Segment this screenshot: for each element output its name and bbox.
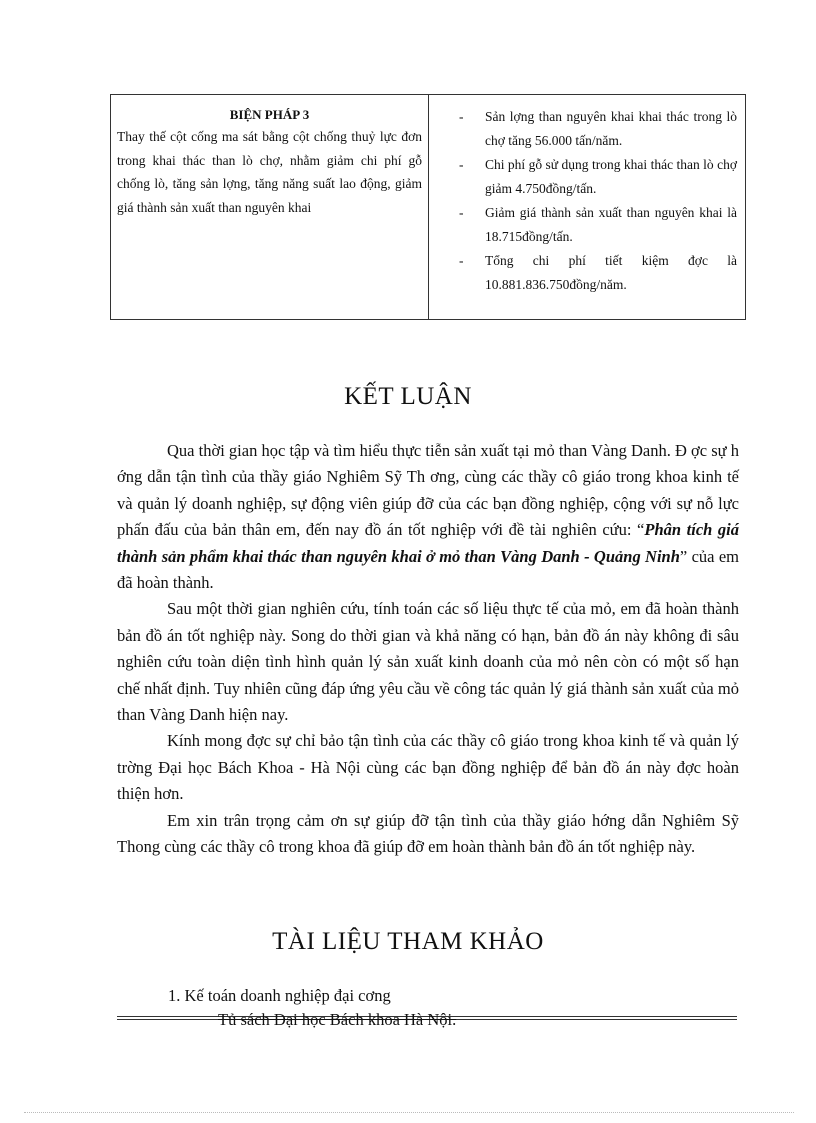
page-bottom-border xyxy=(24,1112,794,1113)
measure-description-cell xyxy=(111,95,429,319)
result-item: - Sản lợng than nguyên khai khai thác trong lò chợ tăng 56.000 tấn/năm. xyxy=(455,105,737,153)
result-item: - Chi phí gỗ sử dụng trong khai thác than lò chợ giảm 4.750đồng/tấn. xyxy=(455,153,737,201)
reference-item-source: Tủ sách Đại học Bách khoa Hà Nội. xyxy=(218,1010,457,1029)
measure-table xyxy=(110,94,746,320)
conclusion-paragraph-4: Em xin trân trọng cảm ơn sự giúp đỡ tận tình của thầy giáo hớng dẫn Nghiêm Sỹ Thong cùng các thầy cô trong khoa đã giúp đỡ em hoàn thành bản đồ án tốt nghiệp này. xyxy=(117,810,739,857)
measure-results-cell xyxy=(429,95,745,319)
reference-item-title: 1. Kế toán doanh nghiệp đại cơng xyxy=(168,986,391,1005)
references-heading: TÀI LIỆU THAM KHẢO xyxy=(272,928,544,955)
result-item: - Giảm giá thành sản xuất than nguyên khai là 18.715đồng/tấn. xyxy=(455,201,737,249)
results-list xyxy=(455,105,737,297)
paragraph-text: Qua thời gian học tập và tìm hiểu thực tiễn sản xuất tại mỏ than Vàng Danh. Đ ợc sự h ớng dẫn tận tình của thầy giáo Nghiêm Sỹ Th ơng, cùng các thầy cô giáo trong khoa kinh tế và quản lý doanh nghiệp, sự động viên giúp đỡ của các bạn đồng nghiệp, cộng với sự nỗ lực phấn đấu của bản thân em, đến nay đồ án tốt nghiệp với đề tài nghiên cứu: “ xyxy=(117,441,739,540)
result-item: - Tổng chi phí tiết kiệm đợc là 10.881.836.750đồng/năm. xyxy=(455,249,737,297)
conclusion-paragraph-2: Sau một thời gian nghiên cứu, tính toán các số liệu thực tế của mỏ, em đã hoàn thành bản đồ án tốt nghiệp này. Song do thời gian và khả năng có hạn, bản đồ án này không đi sâu nghiên cứu toàn diện tình hình quản lý sản xuất kinh doanh của mỏ nên còn có một số hạn chế nhất định. Tuy nhiên cũng đáp ứng yêu cầu về công tác quản lý giá thành sản xuất của mỏ than Vàng Danh hiện nay. xyxy=(117,599,739,725)
conclusion-body xyxy=(117,438,739,861)
thesis-title-quote: Phân tích giá thành sản phẩm khai thác than nguyên khai ở mỏ than Vàng Danh - Quảng Ninh xyxy=(117,520,740,566)
measure-title: BIỆN PHÁP 3 xyxy=(229,107,310,122)
conclusion-heading: KẾT LUẬN xyxy=(344,383,472,410)
conclusion-paragraph-1 xyxy=(117,438,739,596)
conclusion-paragraph-3: Kính mong đợc sự chỉ bảo tận tình của các thầy cô giáo trong khoa kinh tế và quản lý trờng Đại học Bách Khoa - Hà Nội cùng các bạn đồng nghiệp để bản đồ án này đợc hoàn thiện hơn. xyxy=(117,731,739,804)
paragraph-text: ” của em đã hoàn thành. xyxy=(117,546,739,593)
measure-description: Thay thế cột cống ma sát bằng cột chống thuỷ lực đơn trong khai thác than lò chợ, nhằm giảm chi phí gỗ chống lò, tăng sản lợng, tăng năng suất lao động, giảm giá thành sản xuất than nguyên khai xyxy=(117,129,422,215)
